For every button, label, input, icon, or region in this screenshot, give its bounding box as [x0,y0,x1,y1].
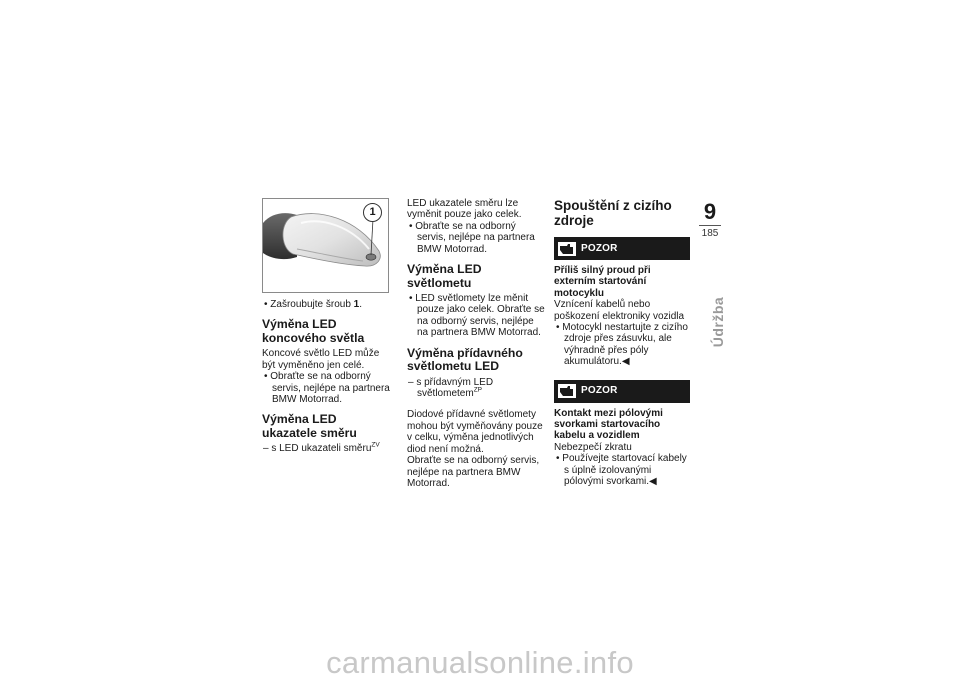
step-number: 1 [353,299,360,310]
step-screw: • Zašroubujte šroub 1. [264,299,363,310]
end-mark-icon: ◀ [649,476,657,488]
warning-title-1: Příliš silný proud při externím startování motocyklu [554,265,651,299]
step-text: Zašroubujte šroub [270,299,354,310]
warning-banner-2 [554,380,690,403]
column-2 [407,198,545,489]
heading-tail-light: Výměna LED koncového světla [262,317,365,345]
watermark: carmanualsonline.info [326,645,634,680]
chapter-tab [697,200,723,239]
warning-label-1: POZOR [581,242,618,254]
warning-bullet-1: • Motocykl nestartujte z cizího zdroje přes zásuvku, ale výhradně přes póly akumulátoru.◀ [556,322,688,368]
warning-bullet-2-text: Používejte startovací kabely s úplně izolovanými pólovými svorkami. [562,453,687,488]
warning-bullet-1-text: Motocykl nestartujte z cizího zdroje přes zásuvku, ale výhradně přes póly akumulátoru. [562,322,688,368]
aux-light-text: Diodové přídavné světlomety mohou být vyměňovány pouze v celku, výměna jednotlivých diod není možná. [407,409,543,455]
aux-light-condition: – s přídavným LED světlometem$^{ZP}$ [408,376,494,400]
heading-jump-start: Spouštění z cizího zdroje [554,198,672,228]
warning-banner-1 [554,237,690,260]
turn-signal-text: LED ukazatele směru lze vyměnit pouze jako celek. [407,198,522,221]
turn-signal-bullet: • Obraťte se na odborný servis, nejlépe na partnera BMW Motorrad. [409,220,535,255]
headlight-bullet: • LED světlomety lze měnit pouze jako celek. Obraťte se na odborný servis, nejlépe na partnera BMW Motorrad. [409,293,545,339]
tail-light-text: Koncové světlo LED může být vyměněno jen celé. [262,348,380,371]
tail-light-bullet-text: Obraťte se na odborný servis, nejlépe na partnera BMW Motorrad. [270,371,390,406]
turn-signal-condition-text: s LED ukazateli směru [271,443,372,455]
warning-bullet-2: • Používejte startovací kabely s úplně izolovanými pólovými svorkami.◀ [556,453,687,488]
optional-extra-sup: ZV [371,442,380,450]
turn-signal-figure [262,198,389,293]
tail-light-bullet: • Obraťte se na odborný servis, nejlépe na partnera BMW Motorrad. [264,371,390,406]
chapter-number: 9 [703,199,717,224]
turn-signal-condition: – s LED ukazateli směru$^{ZV}$ [263,442,380,455]
chapter-title-vertical: Údržba [710,296,726,348]
hand-warning-icon [558,242,576,256]
turn-signal-bullet-text: Obraťte se na odborný servis, nejlépe na partnera BMW Motorrad. [415,220,535,255]
hand-warning-icon [558,384,576,398]
chapter-divider [699,225,721,226]
headlight-bullet-text: LED světlomety lze měnit pouze jako celek. Obraťte se na odborný servis, nejlépe na partnera BMW Motorrad. [415,293,545,339]
column-3 [554,198,690,488]
heading-headlight: Výměna LED světlometu [407,262,482,290]
end-mark-icon: ◀ [621,356,630,368]
warning-desc-2: Nebezpečí zkratu [554,441,632,453]
warning-label-2: POZOR [581,385,618,397]
figure-callout-label: 1 [363,203,382,222]
aux-light-contact: Obraťte se na odborný servis, nejlépe na partnera BMW Motorrad. [407,455,540,489]
warning-desc-1: Vznícení kabelů nebo poškození elektroniky vozidla [554,299,685,322]
step-end: . [359,299,363,310]
page-number: 185 [701,228,719,239]
heading-aux-light: Výměna přídavného světlometu LED [407,345,523,374]
optional-accessory-sup: ZP [473,386,482,394]
aux-light-condition-text: s přídavným LED světlometem [416,376,494,400]
column-1 [262,198,394,455]
warning-title-2: Kontakt mezi pólovými svorkami startovacího kabelu a vozidlem [554,407,663,442]
heading-turn-signal: Výměna LED ukazatele směru [262,412,357,440]
